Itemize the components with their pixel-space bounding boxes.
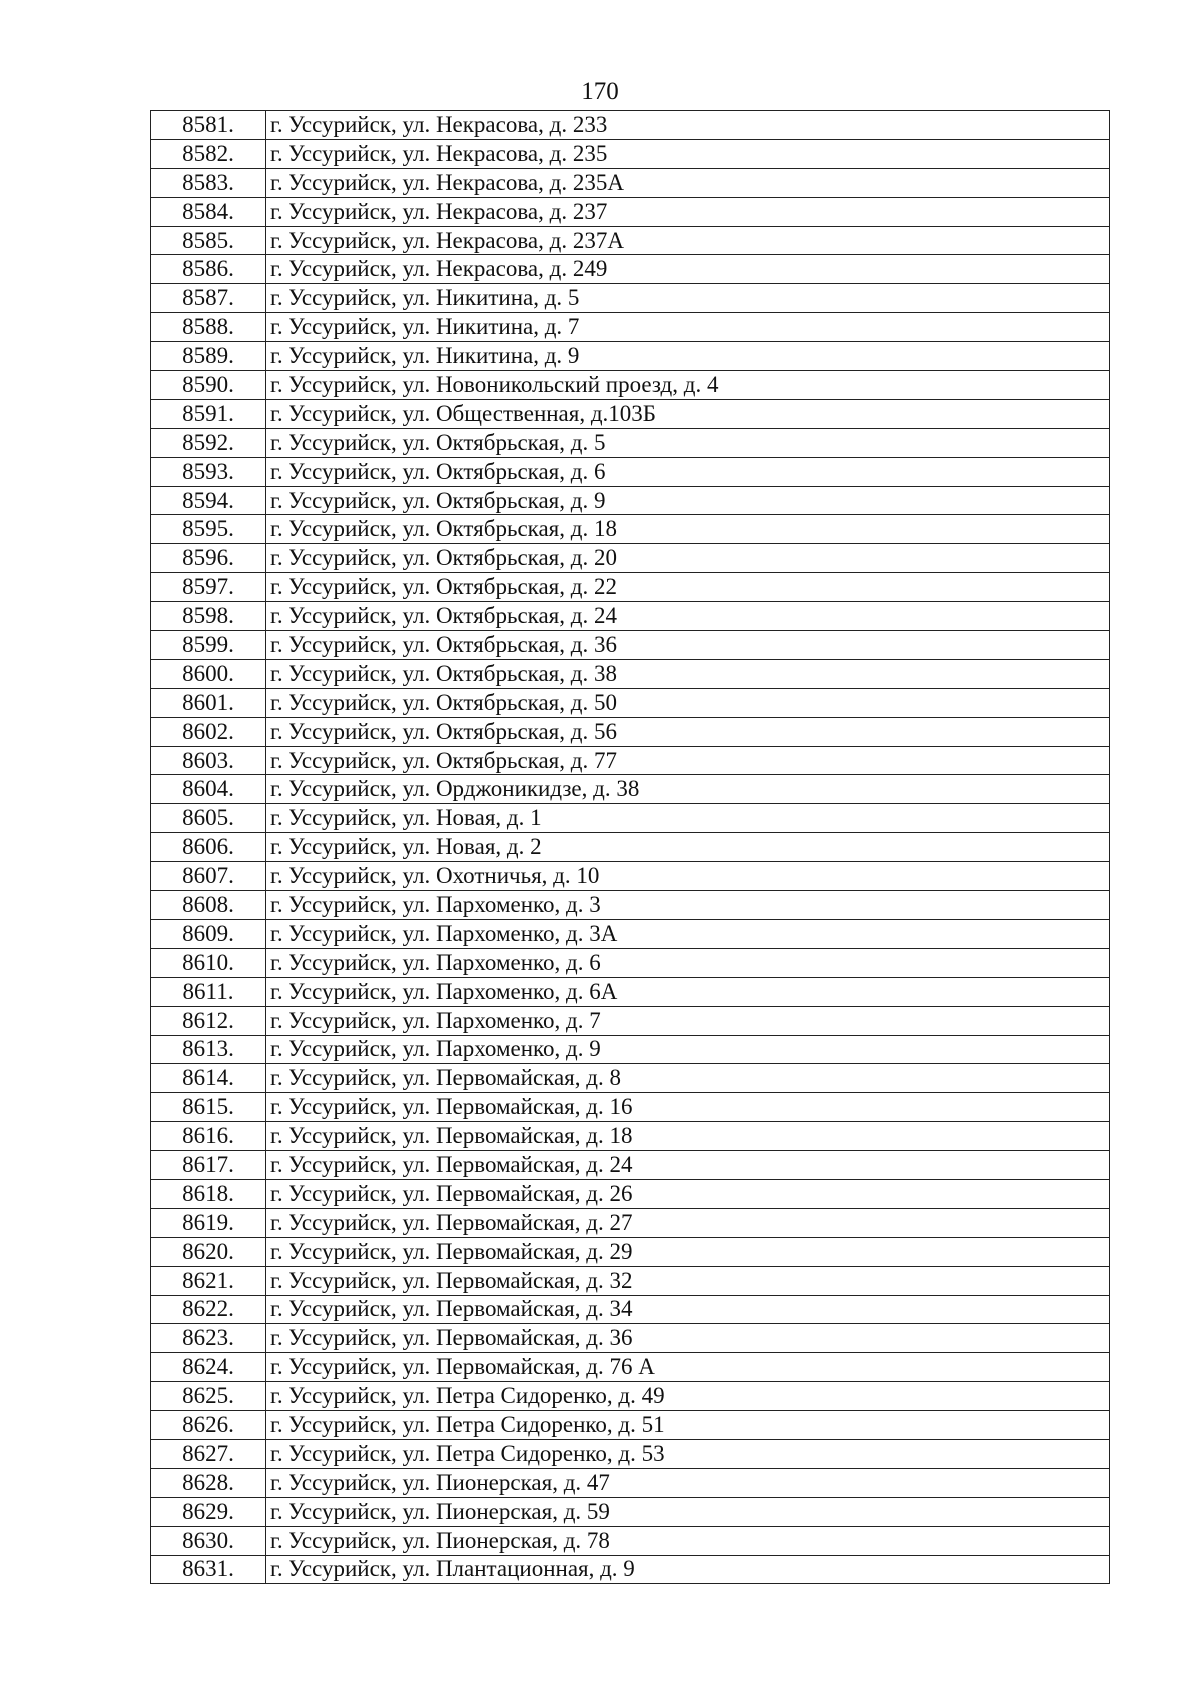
row-number-cell: 8631. xyxy=(151,1555,266,1584)
table-row xyxy=(151,1093,1110,1122)
row-number-cell: 8607. xyxy=(151,862,266,891)
table-row xyxy=(151,399,1110,428)
row-number-cell: 8611. xyxy=(151,977,266,1006)
address-cell: г. Уссурийск, ул. Октябрьская, д. 36 xyxy=(266,631,1110,660)
table-row xyxy=(151,457,1110,486)
table-row xyxy=(151,977,1110,1006)
address-cell: г. Уссурийск, ул. Октябрьская, д. 77 xyxy=(266,746,1110,775)
address-cell: г. Уссурийск, ул. Петра Сидоренко, д. 53 xyxy=(266,1439,1110,1468)
address-cell: г. Уссурийск, ул. Петра Сидоренко, д. 49 xyxy=(266,1382,1110,1411)
row-number-cell: 8588. xyxy=(151,313,266,342)
row-number-cell: 8582. xyxy=(151,139,266,168)
row-number-cell: 8618. xyxy=(151,1179,266,1208)
address-cell: г. Уссурийск, ул. Некрасова, д. 235 xyxy=(266,139,1110,168)
row-number-cell: 8619. xyxy=(151,1208,266,1237)
page-number: 170 xyxy=(581,78,619,105)
table-row xyxy=(151,1439,1110,1468)
row-number-cell: 8616. xyxy=(151,1122,266,1151)
table-row xyxy=(151,1555,1110,1584)
table-row xyxy=(151,631,1110,660)
table-row xyxy=(151,948,1110,977)
address-cell: г. Уссурийск, ул. Первомайская, д. 34 xyxy=(266,1295,1110,1324)
row-number-cell: 8628. xyxy=(151,1468,266,1497)
row-number-cell: 8626. xyxy=(151,1411,266,1440)
row-number-cell: 8620. xyxy=(151,1237,266,1266)
row-number-cell: 8583. xyxy=(151,168,266,197)
address-cell: г. Уссурийск, ул. Пархоменко, д. 9 xyxy=(266,1035,1110,1064)
row-number-cell: 8589. xyxy=(151,342,266,371)
address-cell: г. Уссурийск, ул. Октябрьская, д. 6 xyxy=(266,457,1110,486)
table-row xyxy=(151,775,1110,804)
table-row xyxy=(151,371,1110,400)
table-row xyxy=(151,544,1110,573)
row-number-cell: 8625. xyxy=(151,1382,266,1411)
address-cell: г. Уссурийск, ул. Первомайская, д. 32 xyxy=(266,1266,1110,1295)
row-number-cell: 8623. xyxy=(151,1324,266,1353)
address-cell: г. Уссурийск, ул. Первомайская, д. 8 xyxy=(266,1064,1110,1093)
table-row xyxy=(151,602,1110,631)
row-number-cell: 8591. xyxy=(151,399,266,428)
table-row xyxy=(151,1179,1110,1208)
table-row xyxy=(151,111,1110,140)
row-number-cell: 8602. xyxy=(151,717,266,746)
address-cell: г. Уссурийск, ул. Октябрьская, д. 38 xyxy=(266,659,1110,688)
address-cell: г. Уссурийск, ул. Октябрьская, д. 50 xyxy=(266,688,1110,717)
row-number-cell: 8627. xyxy=(151,1439,266,1468)
table-row xyxy=(151,284,1110,313)
table-row xyxy=(151,1122,1110,1151)
row-number-cell: 8590. xyxy=(151,371,266,400)
address-table xyxy=(150,110,1110,1584)
row-number-cell: 8586. xyxy=(151,255,266,284)
row-number-cell: 8600. xyxy=(151,659,266,688)
address-cell: г. Уссурийск, ул. Новоникольский проезд, д. 4 xyxy=(266,371,1110,400)
address-cell: г. Уссурийск, ул. Первомайская, д. 76 А xyxy=(266,1353,1110,1382)
row-number-cell: 8598. xyxy=(151,602,266,631)
address-cell: г. Уссурийск, ул. Некрасова, д. 233 xyxy=(266,111,1110,140)
address-cell: г. Уссурийск, ул. Некрасова, д. 237 xyxy=(266,197,1110,226)
address-cell: г. Уссурийск, ул. Октябрьская, д. 24 xyxy=(266,602,1110,631)
table-row xyxy=(151,342,1110,371)
row-number-cell: 8596. xyxy=(151,544,266,573)
row-number-cell: 8597. xyxy=(151,573,266,602)
address-cell: г. Уссурийск, ул. Никитина, д. 9 xyxy=(266,342,1110,371)
table-row xyxy=(151,1237,1110,1266)
table-row xyxy=(151,139,1110,168)
address-table-body xyxy=(151,111,1110,1584)
row-number-cell: 8584. xyxy=(151,197,266,226)
address-cell: г. Уссурийск, ул. Пархоменко, д. 6 xyxy=(266,948,1110,977)
address-cell: г. Уссурийск, ул. Октябрьская, д. 18 xyxy=(266,515,1110,544)
address-cell: г. Уссурийск, ул. Октябрьская, д. 5 xyxy=(266,428,1110,457)
table-row xyxy=(151,1497,1110,1526)
row-number-cell: 8604. xyxy=(151,775,266,804)
row-number-cell: 8594. xyxy=(151,486,266,515)
row-number-cell: 8599. xyxy=(151,631,266,660)
row-number-cell: 8605. xyxy=(151,804,266,833)
row-number-cell: 8593. xyxy=(151,457,266,486)
address-cell: г. Уссурийск, ул. Некрасова, д. 235А xyxy=(266,168,1110,197)
table-row xyxy=(151,1411,1110,1440)
row-number-cell: 8624. xyxy=(151,1353,266,1382)
table-row xyxy=(151,486,1110,515)
address-cell: г. Уссурийск, ул. Новая, д. 1 xyxy=(266,804,1110,833)
address-cell: г. Уссурийск, ул. Первомайская, д. 29 xyxy=(266,1237,1110,1266)
address-cell: г. Уссурийск, ул. Октябрьская, д. 9 xyxy=(266,486,1110,515)
address-cell: г. Уссурийск, ул. Первомайская, д. 36 xyxy=(266,1324,1110,1353)
table-row xyxy=(151,1468,1110,1497)
table-row xyxy=(151,804,1110,833)
table-row xyxy=(151,226,1110,255)
address-cell: г. Уссурийск, ул. Пархоменко, д. 6А xyxy=(266,977,1110,1006)
address-cell: г. Уссурийск, ул. Новая, д. 2 xyxy=(266,833,1110,862)
address-cell: г. Уссурийск, ул. Охотничья, д. 10 xyxy=(266,862,1110,891)
row-number-cell: 8629. xyxy=(151,1497,266,1526)
address-cell: г. Уссурийск, ул. Плантационная, д. 9 xyxy=(266,1555,1110,1584)
address-cell: г. Уссурийск, ул. Пионерская, д. 47 xyxy=(266,1468,1110,1497)
table-row xyxy=(151,1324,1110,1353)
row-number-cell: 8614. xyxy=(151,1064,266,1093)
address-cell: г. Уссурийск, ул. Петра Сидоренко, д. 51 xyxy=(266,1411,1110,1440)
row-number-cell: 8609. xyxy=(151,919,266,948)
address-cell: г. Уссурийск, ул. Пионерская, д. 59 xyxy=(266,1497,1110,1526)
address-cell: г. Уссурийск, ул. Пархоменко, д. 3А xyxy=(266,919,1110,948)
table-row xyxy=(151,919,1110,948)
table-row xyxy=(151,428,1110,457)
address-cell: г. Уссурийск, ул. Октябрьская, д. 56 xyxy=(266,717,1110,746)
row-number-cell: 8585. xyxy=(151,226,266,255)
row-number-cell: 8622. xyxy=(151,1295,266,1324)
address-table-container xyxy=(150,110,1110,1584)
address-cell: г. Уссурийск, ул. Пархоменко, д. 3 xyxy=(266,891,1110,920)
table-row xyxy=(151,313,1110,342)
row-number-cell: 8613. xyxy=(151,1035,266,1064)
table-row xyxy=(151,891,1110,920)
table-row xyxy=(151,1353,1110,1382)
table-row xyxy=(151,746,1110,775)
table-row xyxy=(151,833,1110,862)
table-row xyxy=(151,1064,1110,1093)
row-number-cell: 8610. xyxy=(151,948,266,977)
address-cell: г. Уссурийск, ул. Пархоменко, д. 7 xyxy=(266,1006,1110,1035)
address-cell: г. Уссурийск, ул. Октябрьская, д. 22 xyxy=(266,573,1110,602)
table-row xyxy=(151,168,1110,197)
table-row xyxy=(151,1208,1110,1237)
row-number-cell: 8601. xyxy=(151,688,266,717)
address-cell: г. Уссурийск, ул. Первомайская, д. 27 xyxy=(266,1208,1110,1237)
table-row xyxy=(151,1006,1110,1035)
row-number-cell: 8617. xyxy=(151,1151,266,1180)
address-cell: г. Уссурийск, ул. Пионерская, д. 78 xyxy=(266,1526,1110,1555)
address-cell: г. Уссурийск, ул. Общественная, д.103Б xyxy=(266,399,1110,428)
address-cell: г. Уссурийск, ул. Некрасова, д. 249 xyxy=(266,255,1110,284)
table-row xyxy=(151,1266,1110,1295)
table-row xyxy=(151,1295,1110,1324)
row-number-cell: 8603. xyxy=(151,746,266,775)
table-row xyxy=(151,1151,1110,1180)
address-cell: г. Уссурийск, ул. Никитина, д. 7 xyxy=(266,313,1110,342)
row-number-cell: 8606. xyxy=(151,833,266,862)
table-row xyxy=(151,197,1110,226)
address-cell: г. Уссурийск, ул. Орджоникидзе, д. 38 xyxy=(266,775,1110,804)
row-number-cell: 8595. xyxy=(151,515,266,544)
table-row xyxy=(151,1526,1110,1555)
table-row xyxy=(151,1382,1110,1411)
table-row xyxy=(151,688,1110,717)
address-cell: г. Уссурийск, ул. Первомайская, д. 18 xyxy=(266,1122,1110,1151)
row-number-cell: 8608. xyxy=(151,891,266,920)
table-row xyxy=(151,717,1110,746)
row-number-cell: 8630. xyxy=(151,1526,266,1555)
row-number-cell: 8612. xyxy=(151,1006,266,1035)
address-cell: г. Уссурийск, ул. Октябрьская, д. 20 xyxy=(266,544,1110,573)
table-row xyxy=(151,862,1110,891)
row-number-cell: 8581. xyxy=(151,111,266,140)
row-number-cell: 8592. xyxy=(151,428,266,457)
table-row xyxy=(151,515,1110,544)
table-row xyxy=(151,659,1110,688)
table-row xyxy=(151,1035,1110,1064)
row-number-cell: 8621. xyxy=(151,1266,266,1295)
table-row xyxy=(151,255,1110,284)
address-cell: г. Уссурийск, ул. Первомайская, д. 24 xyxy=(266,1151,1110,1180)
address-cell: г. Уссурийск, ул. Первомайская, д. 26 xyxy=(266,1179,1110,1208)
address-cell: г. Уссурийск, ул. Первомайская, д. 16 xyxy=(266,1093,1110,1122)
address-cell: г. Уссурийск, ул. Некрасова, д. 237А xyxy=(266,226,1110,255)
row-number-cell: 8587. xyxy=(151,284,266,313)
table-row xyxy=(151,573,1110,602)
address-cell: г. Уссурийск, ул. Никитина, д. 5 xyxy=(266,284,1110,313)
row-number-cell: 8615. xyxy=(151,1093,266,1122)
